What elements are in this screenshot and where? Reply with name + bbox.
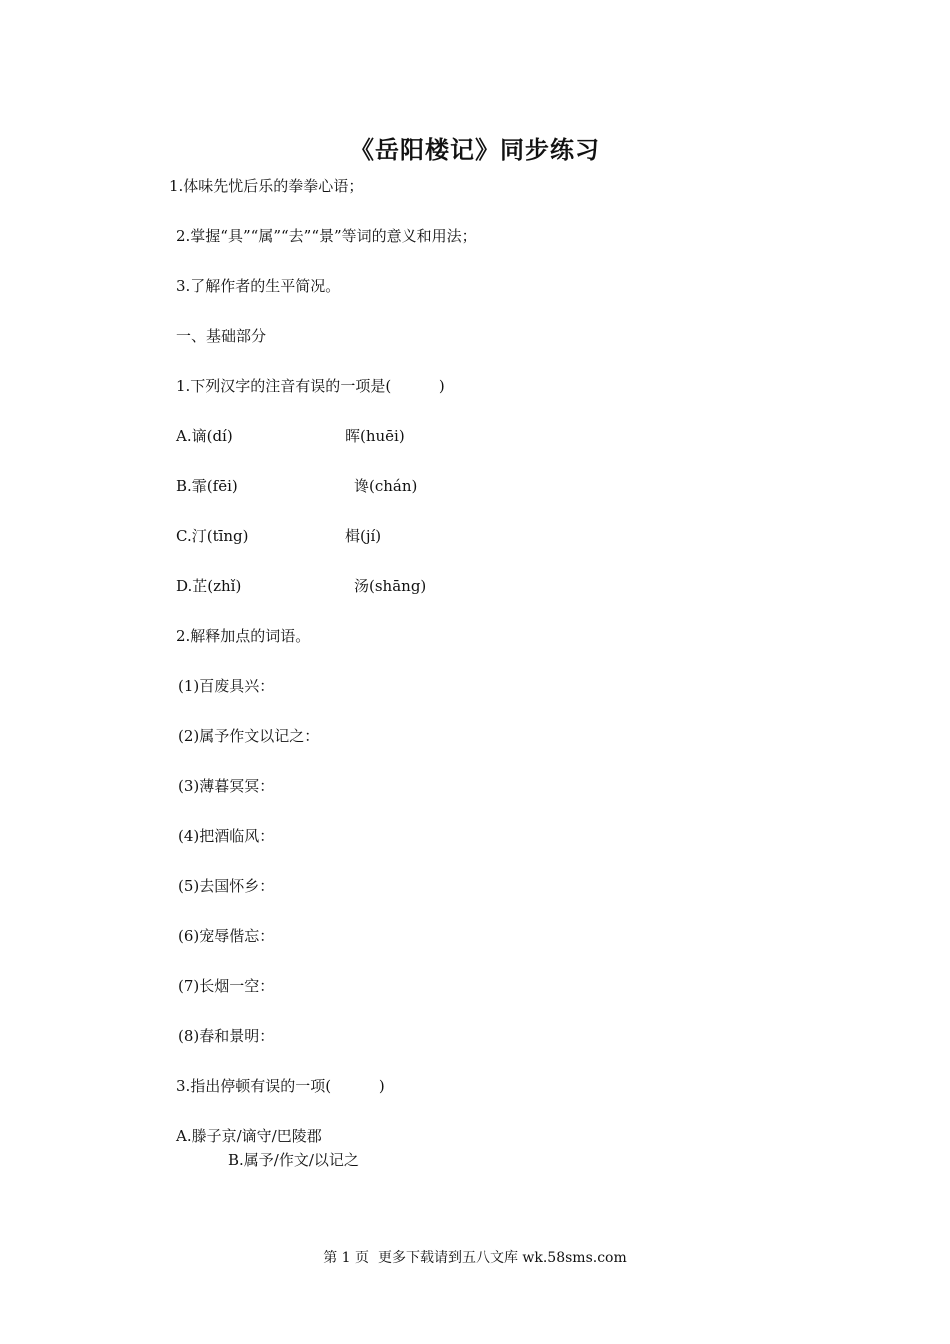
option-d-right: 汤(shāng) — [354, 577, 427, 595]
question-3-option-b: B.属予/作文/以记之 — [228, 1151, 359, 1169]
option-a-left: A.谪(dí) — [176, 427, 233, 445]
question-2-item: (2)属予作文以记之： — [178, 727, 320, 745]
question-2-item: (7)长烟一空： — [178, 977, 275, 995]
option-b-left: B.霏(fēi) — [176, 477, 238, 495]
page-footer: 第 1 页 更多下载请到五八文库 wk.58sms.com — [323, 1250, 627, 1266]
question-2-item: (1)百废具兴： — [178, 677, 275, 695]
question-3-stem: 3.指出停顿有误的一项( ) — [176, 1077, 385, 1095]
option-c-right: 楫(jí) — [345, 527, 382, 545]
objective-3: 3.了解作者的生平简况。 — [176, 277, 341, 295]
question-2-item: (4)把酒临风： — [178, 827, 275, 845]
section-heading: 一、基础部分 — [176, 327, 267, 345]
objective-1: 1.体味先忧后乐的拳拳心语； — [169, 177, 364, 195]
option-a-right: 晖(huēi) — [345, 427, 405, 445]
question-2-item: (3)薄暮冥冥： — [178, 777, 275, 795]
question-1-stem: 1.下列汉字的注音有误的一项是( ) — [176, 377, 445, 395]
option-d-left: D.芷(zhǐ) — [176, 577, 242, 595]
objective-2: 2.掌握“具”“属”“去”“景”等词的意义和用法； — [176, 227, 477, 245]
option-b-right: 谗(chán) — [354, 477, 418, 495]
option-c-left: C.汀(tīng) — [176, 527, 249, 545]
question-2-stem: 2.解释加点的词语。 — [176, 627, 311, 645]
question-2-item: (8)春和景明： — [178, 1027, 275, 1045]
question-2-item: (5)去国怀乡： — [178, 877, 275, 895]
question-3-option-a: A.滕子京/谪守/巴陵郡 — [176, 1127, 322, 1145]
document-title: 《岳阳楼记》同步练习 — [350, 136, 600, 164]
question-2-item: (6)宠辱偕忘： — [178, 927, 275, 945]
